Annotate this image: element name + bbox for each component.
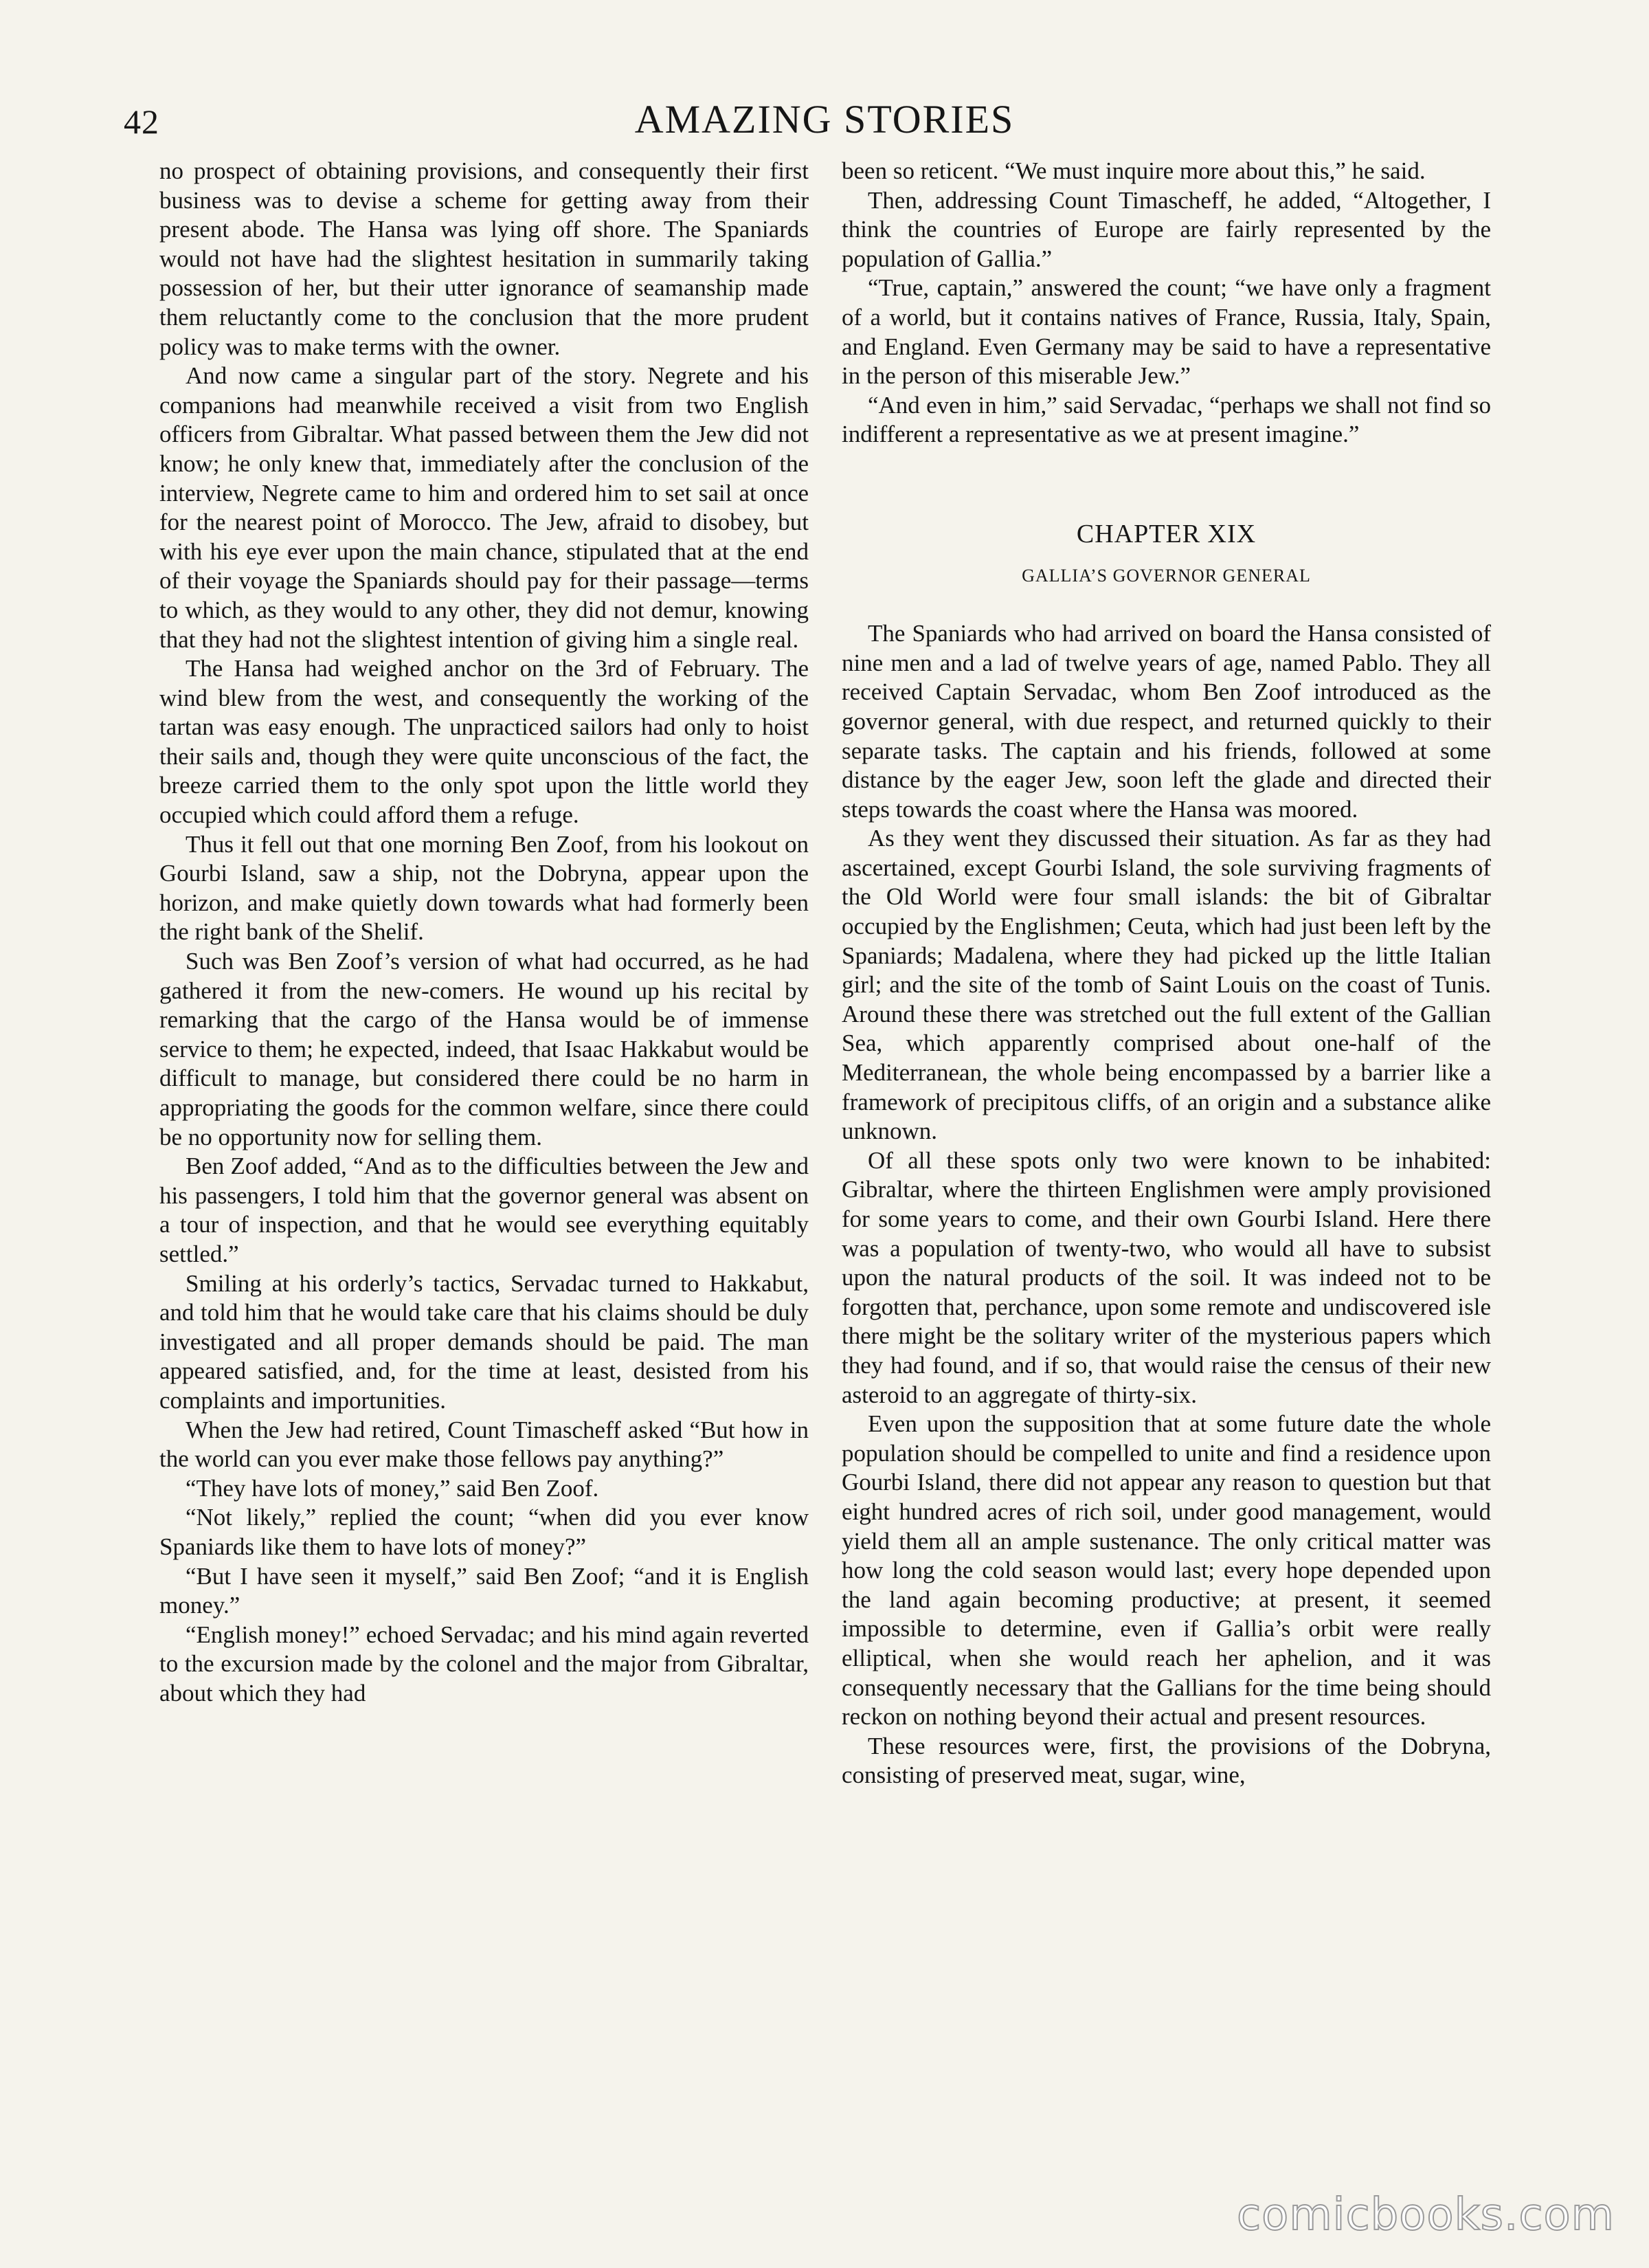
paragraph: These resources were, first, the provisions of the Dobryna, consisting of preserved meat, sugar, wine, [842,1732,1491,1789]
paragraph: Then, addressing Count Timascheff, he added, “Altogether, I think the countries of Europe are fairly represented by the population of Gallia.” [842,186,1491,272]
page-number: 42 [124,102,159,141]
paragraph: “True, captain,” answered the count; “we have only a fragment of a world, but it contains natives of France, Russia, Italy, Spain, and England. Even Germany may be said to have a representative in the person of this miserable Jew.” [842,274,1491,390]
paragraph: “They have lots of money,” said Ben Zoof. [186,1474,599,1502]
chapter-title: CHAPTER XIX [1076,519,1257,548]
paragraph: Ben Zoof added, “And as to the difficulties between the Jew and his passengers, I told him that the governor general was absent on a tour of inspection, and that he would see everything equitably settled.” [159,1153,809,1267]
paragraph: Of all these spots only two were known to be inhabited: Gibraltar, where the thirteen Englishmen were amply provisioned for some years to come, and their own Gourbi Island. Here there was a population of twenty-two, who would all have to subsist upon the natural products of the soil. It was indeed not to be forgotten that, perchance, upon some remote and undiscovered isle there might be the solitary writer of the mysterious papers which they had found, and if so, that would raise the census of their new asteroid to an aggregate of thirty-six. [842,1146,1491,1408]
paragraph: “Not likely,” replied the count; “when did you ever know Spaniards like them to have lots of money?” [159,1504,809,1560]
paragraph: no prospect of obtaining provisions, and consequently their first business was to devise a scheme for getting away from their present abode. The Hansa was lying off shore. The Spaniards would not have had the slightest hesitation in summarily taking possession of her, but their utter ignorance of seamanship made them reluctantly come to the conclusion that the more prudent policy was to make terms with the owner. [159,157,809,360]
paragraph: Such was Ben Zoof’s version of what had occurred, as he had gathered it from the new-comers. He wound up his recital by remarking that the cargo of the Hansa would be of immense service to them; he expected, indeed, that Isaac Hakkabut would be difficult to manage, but considered there could be no harm in appropriating the goods for the common welfare, since there could be no opportunity now for selling them. [159,948,809,1150]
right-column [842,157,1491,1790]
paragraph: As they went they discussed their situation. As far as they had ascertained, except Gourbi Island, the sole surviving fragments of the Old World were four small islands: the bit of Gibraltar occupied by the Englishmen; Ceuta, which had just been left by the Spaniards; Madalena, where they had picked up the little Italian girl; and the site of the tomb of Saint Louis on the coast of Tunis. Around these there was stretched out the full extent of the Gallian Sea, which apparently comprised about one-half of the Mediterranean, the whole being encompassed by a barrier like a framework of precipitous cliffs, of an origin and a substance alike unknown. [842,825,1491,1145]
paragraph: “English money!” echoed Servadac; and his mind again reverted to the excursion made by the colonel and the major from Gibraltar, about which they had [159,1621,809,1706]
paragraph: And now came a singular part of the story. Negrete and his companions had meanwhile received a visit from two English officers from Gibraltar. What passed between them the Jew did not know; he only knew that, immediately after the conclusion of the interview, Negrete came to him and ordered him to set sail at once for the nearest point of Morocco. The Jew, afraid to disobey, but with his eye ever upon the main chance, stipulated that at the end of their voyage the Spaniards should pay for their passage—terms to which, as they would to any other, they did not demur, knowing that they had not the slightest intention of giving him a single real. [159,362,809,653]
chapter-subtitle: GALLIA’S GOVERNOR GENERAL [1022,565,1311,586]
paragraph: Smiling at his orderly’s tactics, Servadac turned to Hakkabut, and told him that he would take care that his claims should be duly investigated and all proper demands should be paid. The man appeared satisfied, and, for the time at least, desisted from his complaints and importunities. [159,1269,809,1414]
paragraph: When the Jew had retired, Count Timascheff asked “But how in the world can you ever make those fellows pay anything?” [159,1416,809,1473]
paragraph: been so reticent. “We must inquire more about this,” he said. [842,157,1426,184]
left-column [159,157,809,1708]
magazine-title: AMAZING STORIES [634,97,1015,142]
paragraph: The Hansa had weighed anchor on the 3rd of February. The wind blew from the west, and consequently the working of the tartan was easy enough. The unpracticed sailors had only to hoist their sails and, though they were quite unconscious of the fact, the breeze carried them to the only spot upon the little world they occupied which could afford them a refuge. [159,655,809,829]
paragraph: Thus it fell out that one morning Ben Zoof, from his lookout on Gourbi Island, saw a ship, not the Dobryna, appear upon the horizon, and make quietly down towards what had formerly been the right bank of the Shelif. [159,830,809,946]
site-watermark: comicbooks.com [1236,2190,1615,2241]
paragraph: The Spaniards who had arrived on board the Hansa consisted of nine men and a lad of twelve years of age, named Pablo. They all received Captain Servadac, whom Ben Zoof introduced as the governor general, with due respect, and returned quickly to their separate tasks. The captain and his friends, followed at some distance by the eager Jew, soon left the glade and directed their steps towards the coast where the Hansa was moored. [842,620,1491,823]
paragraph: “But I have seen it myself,” said Ben Zoof; “and it is English money.” [159,1562,809,1619]
paragraph: Even upon the supposition that at some future date the whole population should be compelled to unite and find a residence upon Gourbi Island, there did not appear any reason to question but that eight hundred acres of rich soil, under good management, would yield them all an ample sustenance. The only critical matter was how long the cold season would last; every hope depended upon the land again becoming productive; at present, it seemed impossible to determine, even if Gallia’s orbit were really elliptical, when she would reach her aphelion, and it was consequently necessary that the Gallians for the time being should reckon on nothing beyond their actual and present resources. [842,1410,1491,1731]
paragraph: “And even in him,” said Servadac, “perhaps we shall not find so indifferent a representative as we at present imagine.” [842,391,1491,448]
